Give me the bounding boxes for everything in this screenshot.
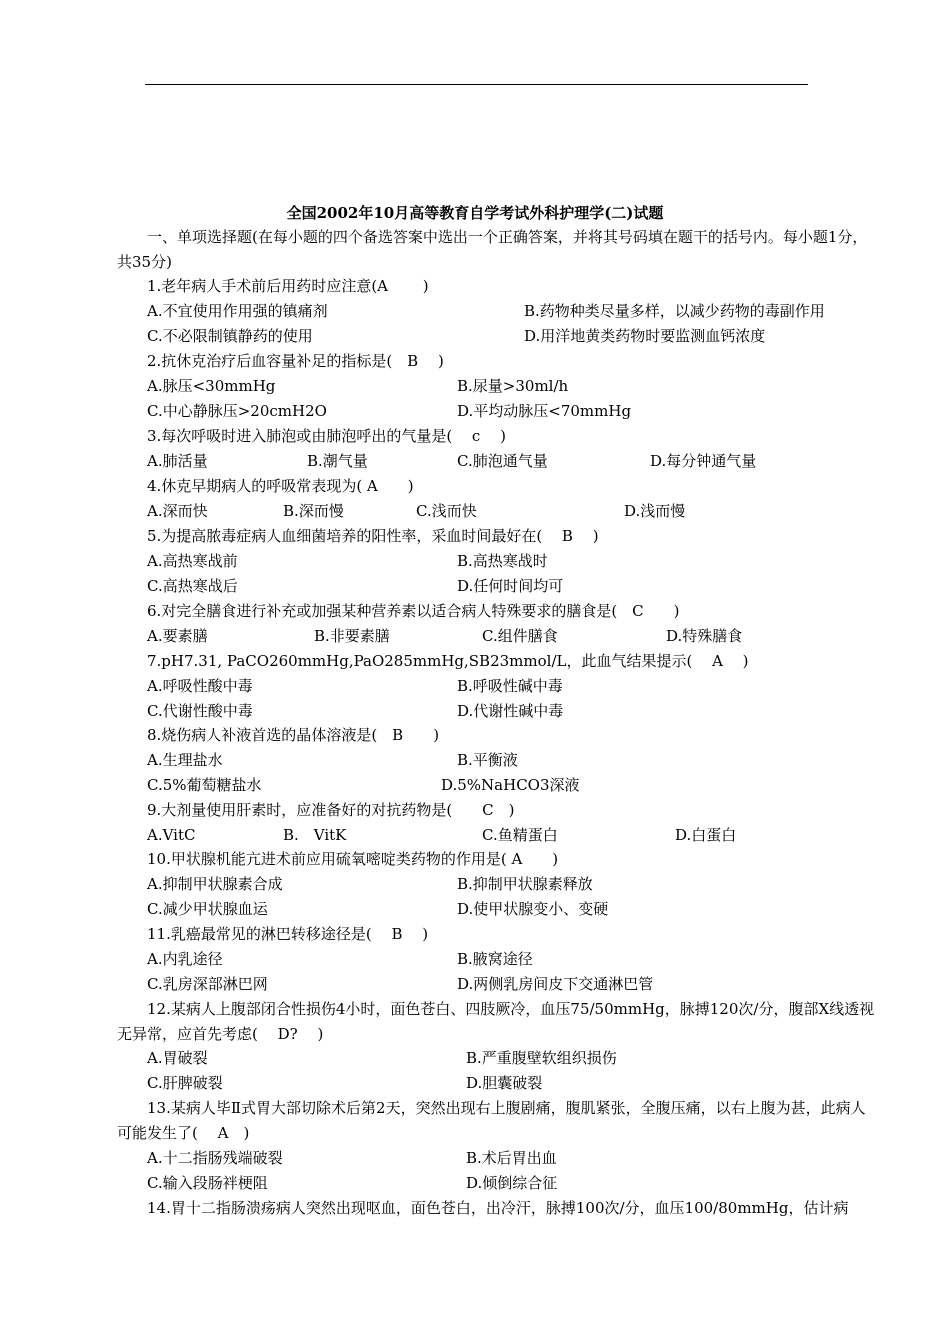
- question-2-option-d: D.平均动脉压<70mmHg: [457, 402, 632, 420]
- question-12-option-d: D.胆囊破裂: [466, 1074, 543, 1092]
- question-9-option-d: D.白蛋白: [675, 826, 737, 844]
- question-4-option-b: B.深而慢: [283, 502, 344, 520]
- question-12-stem: 12.某病人上腹部闭合性损伤4小时，面色苍白、四肢厥冷，血压75/50mmHg，脉搏120次/分，腹部X线透视无异常，应首先考虑( D? ): [117, 1000, 875, 1043]
- question-14-stem: 14.胃十二指肠溃疡病人突然出现呕血，面色苍白，出冷汗，脉搏100次/分，血压100/80mmHg，估计病: [147, 1199, 849, 1217]
- question-5-option-c: C.高热寒战后: [147, 577, 238, 595]
- question-5-option-d: D.任何时间均可: [457, 577, 564, 595]
- question-7-option-c: C.代谢性酸中毒: [147, 702, 253, 720]
- question-3-option-b: B.潮气量: [307, 452, 368, 470]
- exam-title: 全国2002年10月高等教育自学考试外科护理学(二)试题: [286, 204, 664, 222]
- question-3-stem: 3.每次呼吸时进入肺泡或由肺泡呼出的气量是( c ): [147, 427, 506, 445]
- question-10-option-a: A.抑制甲状腺素合成: [147, 875, 283, 893]
- question-9-option-c: C.鱼精蛋白: [482, 826, 558, 844]
- question-3-option-d: D.每分钟通气量: [650, 452, 757, 470]
- question-6-stem: 6.对完全膳食进行补充或加强某种营养素以适合病人特殊要求的膳食是( C ): [147, 602, 680, 620]
- question-6-option-a: A.要素膳: [147, 627, 208, 645]
- question-5-option-b: B.高热寒战时: [457, 552, 548, 570]
- question-12-option-a: A.胃破裂: [147, 1049, 208, 1067]
- question-10-option-b: B.抑制甲状腺素释放: [457, 875, 593, 893]
- question-13-option-d: D.倾倒综合征: [466, 1174, 558, 1192]
- question-7-option-b: B.呼吸性碱中毒: [457, 677, 563, 695]
- question-8-option-a: A.生理盐水: [147, 751, 223, 769]
- question-10-stem: 10.甲状腺机能亢进术前应用硫氧嘧啶类药物的作用是( A ): [147, 850, 559, 868]
- question-2-stem: 2.抗休克治疗后血容量补足的指标是( B ): [147, 352, 444, 370]
- question-13-stem: 13.某病人毕Ⅱ式胃大部切除术后第2天，突然出现右上腹剧痛，腹肌紧张，全腹压痛，以右上腹为甚，此病人可能发生了( A ): [117, 1099, 866, 1142]
- question-5-stem: 5.为提高脓毒症病人血细菌培养的阳性率，采血时间最好在( B ): [147, 527, 599, 545]
- question-13-option-a: A.十二指肠残端破裂: [147, 1149, 283, 1167]
- question-7-stem: 7.pH7.31, PaCO260mmHg,PaO285mmHg,SB23mmol/L，此血气结果提示( A ): [147, 652, 749, 670]
- question-1-stem: 1.老年病人手术前后用药时应注意(A ): [147, 277, 429, 295]
- question-11-option-d: D.两侧乳房间皮下交通淋巴管: [457, 975, 654, 993]
- question-8-option-d: D.5%NaHCO3深液: [441, 776, 580, 794]
- question-2-option-c: C.中心静脉压>20cmH2O: [147, 402, 327, 420]
- question-11-option-c: C.乳房深部淋巴网: [147, 975, 268, 993]
- question-11-stem: 11.乳癌最常见的淋巴转移途径是( B ): [147, 925, 429, 943]
- question-13-option-b: B.术后胃出血: [466, 1149, 557, 1167]
- question-10-option-c: C.减少甲状腺血运: [147, 900, 268, 918]
- question-4-stem: 4.休克早期病人的呼吸常表现为( A ): [147, 477, 414, 495]
- question-2-option-a: A.脉压<30mmHg: [147, 377, 276, 395]
- question-1-option-a: A.不宜使用作用强的镇痛剂: [147, 302, 328, 320]
- question-11-option-a: A.内乳途径: [147, 950, 223, 968]
- question-12-option-c: C.肝脾破裂: [147, 1074, 223, 1092]
- question-8-option-c: C.5%葡萄糖盐水: [147, 776, 262, 794]
- question-6-option-d: D.特殊膳食: [666, 627, 743, 645]
- question-4-option-c: C.浅而快: [416, 502, 477, 520]
- question-3-option-c: C.肺泡通气量: [457, 452, 548, 470]
- question-8-stem: 8.烧伤病人补液首选的晶体溶液是( B ): [147, 726, 440, 744]
- question-13-option-c: C.输入段肠袢梗阻: [147, 1174, 268, 1192]
- question-4-option-a: A.深而快: [147, 502, 208, 520]
- question-9-option-a: A.VitC: [147, 826, 196, 844]
- question-7-option-d: D.代谢性碱中毒: [457, 702, 564, 720]
- question-8-option-b: B.平衡液: [457, 751, 518, 769]
- question-3-option-a: A.肺活量: [147, 452, 208, 470]
- question-6-option-b: B.非要素膳: [314, 627, 390, 645]
- question-5-option-a: A.高热寒战前: [147, 552, 238, 570]
- question-4-option-d: D.浅而慢: [624, 502, 686, 520]
- question-12-option-b: B.严重腹壁软组织损伤: [466, 1049, 617, 1067]
- header-rule: [145, 84, 808, 85]
- question-9-option-b: B. VitK: [283, 826, 347, 844]
- question-7-option-a: A.呼吸性酸中毒: [147, 677, 253, 695]
- question-1-option-d: D.用洋地黄类药物时要监测血钙浓度: [524, 327, 766, 345]
- question-1-option-b: B.药物种类尽量多样，以减少药物的毒副作用: [524, 302, 825, 320]
- question-11-option-b: B.腋窝途径: [457, 950, 533, 968]
- question-1-option-c: C.不必限制镇静药的使用: [147, 327, 313, 345]
- question-10-option-d: D.使甲状腺变小、变硬: [457, 900, 609, 918]
- question-2-option-b: B.尿量>30ml/h: [457, 377, 569, 395]
- question-6-option-c: C.组件膳食: [482, 627, 558, 645]
- section-heading: 一、单项选择题(在每小题的四个备选答案中选出一个正确答案，并将其号码填在题干的括号内。每小题1分，共35分): [117, 228, 868, 271]
- question-9-stem: 9.大剂量使用肝素时，应准备好的对抗药物是( C ): [147, 801, 515, 819]
